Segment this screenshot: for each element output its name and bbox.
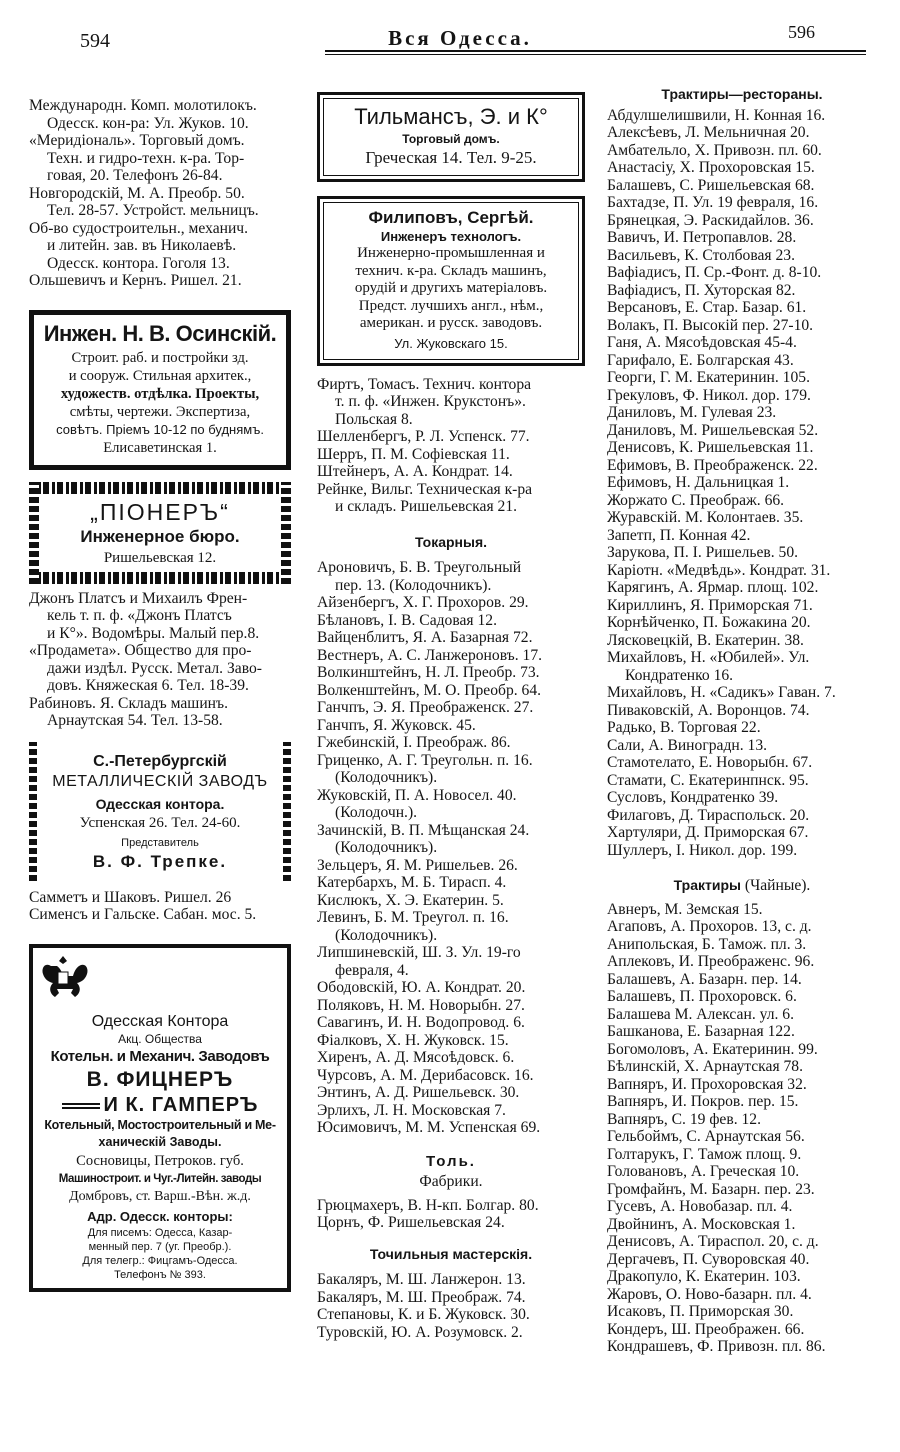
- ad-line: Сосновицы, Петроков. губ.: [76, 1153, 244, 1169]
- entry-line: Башканова, Е. Базарная 122.: [607, 1023, 795, 1040]
- entry-line: Денисовъ, К. Ришельевская 11.: [607, 439, 814, 456]
- entry-line: Алексѣевъ, Л. Мельничная 20.: [607, 124, 810, 141]
- entry-line: Рабиновъ. Я. Складъ машинъ.: [29, 694, 228, 712]
- entry-line: Зачинскій, В. П. Мѣщанская 24.: [317, 821, 530, 839]
- ornament-border: [29, 572, 291, 584]
- entry-line: Штейнеръ, А. А. Кондрат. 14.: [317, 463, 513, 480]
- ad-title: Филиповъ, Сергѣй.: [368, 208, 534, 227]
- entry-line: (Колодочн.).: [335, 804, 418, 821]
- ad-line: Для писемъ: Одесса, Казар-: [87, 1227, 233, 1239]
- entry-list-top: [317, 376, 585, 516]
- column-middle: [317, 92, 585, 1341]
- entry-line: Липшиневскій, Ш. З. Ул. 19-го: [317, 944, 521, 961]
- entry-line: Амбательло, Х. Привозн. пл. 60.: [607, 141, 822, 159]
- entry-line: кель т. п. ф. «Джонъ Платсъ: [47, 607, 232, 624]
- entry-line: Вайценблитъ, Я. А. Базарная 72.: [317, 629, 533, 646]
- entry-line: Ефимовъ, Н. Дальницкая 1.: [607, 474, 790, 491]
- entry-line: Савагинъ, И. Н. Водопровод. 6.: [317, 1014, 525, 1031]
- entry-line: пер. 13. (Колодочникъ).: [335, 576, 492, 594]
- entry-line: (Колодочникъ).: [335, 926, 438, 944]
- entry-line: Гарифало, Е. Болгарская 43.: [607, 351, 794, 369]
- entry-line: Вапняръ, И. Прохоровская 32.: [607, 1075, 807, 1093]
- entry-line: Жуковскій, П. А. Новосел. 40.: [317, 786, 517, 804]
- ad-line: Акц. Общества: [118, 1032, 202, 1046]
- entry-line: Джонъ Платсъ и Михаилъ Френ-: [29, 589, 248, 607]
- entry-line: Жоржато С. Преображ. 66.: [607, 491, 785, 509]
- entry-line: Лясковецкій, В. Екатерин. 38.: [607, 631, 804, 649]
- ad-tilmans: [317, 92, 585, 182]
- entry-list-after-spb: [29, 889, 291, 924]
- entry-line: Стамотелато, Е. Новорыбн. 67.: [607, 754, 813, 771]
- entry-line: говая, 20. Телефонъ 26-84.: [47, 167, 223, 184]
- ad-line: смѣты, чертежи. Экспертиза,: [69, 403, 251, 420]
- ad-line: Котельный, Мостостроительный и Ме-: [44, 1118, 276, 1132]
- ad-subtitle: МЕТАЛЛИЧЕСКІЙ ЗАВОДЪ: [52, 772, 268, 790]
- entry-line: Запетп, П. Конная 42.: [607, 526, 751, 544]
- entry-line: Одесск. контора. Гоголя 13.: [47, 254, 230, 272]
- section-subheading: Фабрики.: [419, 1173, 483, 1190]
- entry-line: Богомоловъ, А. Екатеринин. 99.: [607, 1040, 818, 1058]
- entry-line: Катербархъ, М. Б. Тирасп. 4.: [317, 874, 507, 891]
- ad-title: Тильмансъ, Э. и К°: [354, 104, 548, 129]
- section-heading-traktiry-chainye: [607, 877, 877, 895]
- entry-line: Даниловъ, М. Ришельевская 52.: [607, 421, 819, 439]
- entry-line: Вапняръ, С. 19 фев. 12.: [607, 1110, 762, 1128]
- column-right: [607, 86, 877, 1356]
- entry-line: Бѣлинскій, Х. Арнаутская 78.: [607, 1058, 804, 1075]
- entry-line: довъ. Княжеская 6. Тел. 18-39.: [47, 677, 249, 694]
- ornament-border: [281, 482, 291, 584]
- entry-line: Анипольская, Б. Тамож. пл. 3.: [607, 935, 807, 953]
- entry-line: Балашева М. Алексан. ул. 6.: [607, 1005, 794, 1023]
- section-heading-tochilnye: Точильныя мастерскія.: [369, 1245, 533, 1262]
- entry-line: февраля, 4.: [335, 961, 409, 979]
- ad-line: и сооруж. Стильная архитек.,: [68, 367, 252, 384]
- entry-line: Арнаутская 54. Тел. 13-58.: [47, 712, 223, 729]
- entry-line: Фиртъ, Томасъ. Технич. контора: [317, 375, 532, 393]
- entry-line: Стамати, С. Екатеринпнск. 95.: [607, 771, 809, 789]
- entry-line: Зельцеръ, Я. М. Ришельев. 26.: [317, 856, 518, 874]
- entry-line: Балашевъ, С. Ришельевская 68.: [607, 176, 815, 194]
- entry-line: Гжебинскій, І. Преображ. 86.: [317, 734, 511, 751]
- entry-line: Левинъ, Б. М. Треугол. п. 16.: [317, 909, 509, 926]
- entry-line: Ганчпъ, Э. Я. Преображенск. 27.: [317, 699, 534, 716]
- entry-line: Энтинъ, А. Д. Ришельевск. 30.: [317, 1084, 520, 1101]
- entry-list-tokarnye: [317, 559, 585, 1137]
- entry-line: «Меридіональ». Торговый домъ.: [29, 132, 245, 149]
- ad-title: „ПІОНЕРЪ“: [90, 498, 230, 525]
- entry-line: Филаговъ, Д. Тираспольск. 20.: [607, 806, 810, 824]
- entry-line: Вафіадисъ, П. Ср.-Фонт. д. 8-10.: [607, 264, 822, 281]
- section-heading-traktiry-restorany: Трактиры—рестораны.: [661, 86, 823, 102]
- page-number-left: 594: [80, 30, 110, 52]
- entry-line: Самметъ и Шаковъ. Ришел. 26: [29, 888, 232, 906]
- entry-line: Цорнъ, Ф. Ришельевская 24.: [317, 1214, 505, 1231]
- entry-line: Жаровъ, О. Ново-базарн. пл. 4.: [607, 1285, 812, 1303]
- entry-line: Кислюкъ, Х. Э. Екатерин. 5.: [317, 891, 504, 909]
- ad-line: Одесская Контора: [91, 1013, 229, 1030]
- ad-line: художеств. отдѣлка. Проекты,: [60, 385, 260, 402]
- entry-line: Международн. Комп. молотилокъ.: [29, 97, 257, 114]
- ad-spb-metal-works: [29, 742, 291, 881]
- entry-line: Рейнке, Вильг. Техническая к-ра: [317, 480, 533, 498]
- ad-line: Для телегр.: Фицгамъ-Одесса.: [82, 1255, 238, 1267]
- entry-line: Эрлихъ, Л. Н. Московская 7.: [317, 1101, 506, 1119]
- ad-line: совѣтъ. Пріемъ 10-12 по буднямъ.: [56, 421, 264, 437]
- ad-fitsner: [29, 944, 291, 1293]
- ad-line: Телефонъ № 393.: [114, 1269, 206, 1281]
- ad-subtitle: Инженеръ технологъ.: [380, 229, 522, 244]
- entry-line: Одесск. кон-ра: Ул. Жуков. 10.: [47, 114, 249, 132]
- entry-line: т. п. ф. «Инжен. Крукстонъ».: [335, 393, 526, 410]
- ad-address: Ул. Жуковскаго 15.: [394, 335, 508, 351]
- entry-line: Сали, А. Виноградн. 13.: [607, 736, 768, 754]
- entry-line: Васильевъ, К. Столбовая 23.: [607, 246, 795, 264]
- ad-line: технич. к-ра. Складъ машинъ,: [355, 262, 547, 279]
- entry-line: Сименсъ и Гальске. Сабан. мос. 5.: [29, 906, 257, 923]
- entry-line: Михайловъ, Н. «Садикъ» Гаван. 7.: [607, 684, 836, 701]
- double-headed-eagle-emblem: [37, 952, 89, 1004]
- ad-subtitle: Торговый домъ.: [402, 132, 500, 146]
- entry-line: Кириллинъ, Я. Приморская 71.: [607, 596, 813, 614]
- header-rule-thin: [325, 54, 866, 55]
- entry-line: Новгородскій, М. А. Преобр. 50.: [29, 184, 245, 202]
- entry-line: Волкинштейнъ, Н. Л. Преобр. 73.: [317, 664, 540, 681]
- entry-line: Михайловъ, Н. «Юбилей». Ул.: [607, 649, 810, 666]
- entry-line: Степановы, К. и Б. Жуковск. 30.: [317, 1306, 530, 1323]
- ad-line: Успенская 26. Тел. 24-60.: [79, 814, 241, 831]
- entry-line: Бахтадзе, П. Ул. 19 февраля, 16.: [607, 194, 819, 211]
- entry-line: Ободовскій, Ю. А. Кондрат. 20.: [317, 979, 526, 996]
- ad-title: Инжен. Н. В. Осинскій.: [43, 320, 277, 346]
- entry-line: (Колодочникъ).: [335, 769, 438, 786]
- entry-list-tochilnye: [317, 1271, 585, 1341]
- page-header: [0, 0, 900, 60]
- entry-line: Грюцмахеръ, В. Н-кп. Болгар. 80.: [317, 1196, 539, 1214]
- ad-line: американ. и русск. заводовъ.: [359, 315, 543, 331]
- entry-line: Шелленбергъ, Р. Л. Успенск. 77.: [317, 428, 530, 445]
- entry-line: и К°». Водомѣры. Малый пер.8.: [47, 624, 260, 642]
- entry-line: Волакъ, П. Высокій пер. 27-10.: [607, 316, 814, 334]
- heading-plain-part: (Чайные).: [744, 877, 811, 894]
- ad-representative: В. Ф. Трепке.: [92, 851, 228, 871]
- entry-line: Карягинъ, А. Ярмар. площ. 102.: [607, 579, 819, 596]
- ornament-border: [29, 742, 37, 881]
- ad-title: С.-Петербургскій: [93, 752, 227, 770]
- entry-line: Анастасіу, Х. Прохоровская 15.: [607, 159, 815, 176]
- entry-line: и складъ. Ришельевская 21.: [335, 498, 518, 515]
- entry-line: Кондратенко 16.: [625, 666, 734, 684]
- ad-address: Ришельевская 12.: [103, 549, 217, 566]
- ad-line: Одесская контора.: [95, 795, 225, 812]
- entry-line: Сусловъ, Кондратенко 39.: [607, 789, 779, 806]
- entry-list-traktiry-chainye: [607, 901, 877, 1356]
- entry-line: Балашевъ, А. Базарн. пер. 14.: [607, 970, 802, 988]
- entry-line: Чурсовъ, А. М. Дерибасовск. 16.: [317, 1066, 534, 1084]
- entry-line: Аплековъ, И. Преображенс. 96.: [607, 953, 815, 970]
- ad-line: менный пер. 7 (уг. Преобр.).: [88, 1241, 232, 1253]
- ad-filipov: [317, 196, 585, 366]
- ad-line: Котельн. и Механич. Заводовъ: [50, 1048, 270, 1065]
- entry-line: Вапняръ, И. Покров. пер. 15.: [607, 1093, 799, 1110]
- entry-line: «Продамета». Общество для про-: [29, 642, 252, 659]
- entry-line: Шерръ, П. М. Софіевская 11.: [317, 445, 510, 463]
- entry-line: Кондрашевъ, Ф. Привозн. пл. 86.: [607, 1338, 826, 1355]
- entry-line: Ефимовъ, В. Преображенск. 22.: [607, 456, 818, 474]
- ad-line: Домбровъ, ст. Варш.-Вѣн. ж.д.: [69, 1189, 251, 1204]
- entry-line: Гусевъ, А. Новобазар. пл. 4.: [607, 1198, 793, 1215]
- ad-company-name: И К. ГАМПЕРЪ: [103, 1094, 259, 1116]
- entry-list-tol: [317, 1197, 585, 1232]
- entry-line: Версановъ, Е. Стар. Базар. 61.: [607, 299, 807, 316]
- ad-line: Адр. Одесск. конторы:: [87, 1209, 233, 1224]
- entry-line: Вавичъ, И. Петропавлов. 28.: [607, 229, 797, 246]
- entry-line: Журавскій. М. Колонтаев. 35.: [607, 509, 804, 526]
- entry-line: Исаковъ, П. Приморская 30.: [607, 1303, 794, 1320]
- ad-osinsky: [29, 310, 291, 470]
- entry-line: дажи издѣл. Русск. Метал. Заво-: [47, 659, 262, 677]
- entry-line: Каріотн. «Медвѣдь». Кондрат. 31.: [607, 561, 831, 579]
- entry-line: Абдулшелишвили, Н. Конная 16.: [607, 106, 826, 124]
- entry-line: Польская 8.: [335, 410, 413, 428]
- entry-line: Голтарукъ, Г. Тамож площ. 9.: [607, 1145, 802, 1163]
- entry-line: Об-во судостроительн., механич.: [29, 219, 249, 237]
- section-heading-tokarnye: Токарныя.: [414, 533, 488, 550]
- ad-line: Строит. раб. и постройки зд.: [71, 349, 249, 366]
- ad-pioner: [29, 482, 291, 584]
- entry-line: Даниловъ, М. Гулевая 23.: [607, 404, 777, 421]
- entry-line: Поляковъ, Н. М. Новорыбн. 27.: [317, 996, 525, 1014]
- entry-line: Головановъ, А. Греческая 10.: [607, 1163, 800, 1180]
- entry-line: Гельбоймъ, С. Арнаутская 56.: [607, 1128, 805, 1145]
- entry-list-traktiry-restorany: [607, 107, 877, 860]
- entry-line: Балашевъ, П. Прохоровск. 6.: [607, 988, 797, 1005]
- ornament-border: [29, 482, 39, 584]
- entry-line: Брянецкая, Э. Раскидайлов. 36.: [607, 211, 814, 229]
- entry-line: Гриценко, А. Г. Треугольн. п. 16.: [317, 751, 533, 769]
- entry-line: Фіалковъ, Х. Н. Жуковск. 15.: [317, 1031, 509, 1049]
- entry-line: Авнеръ, М. Земская 15.: [607, 900, 763, 918]
- page-number-right: 596: [788, 22, 815, 42]
- entry-line: Пиваковскій, А. Воронцов. 74.: [607, 701, 810, 719]
- entry-line: Громфайнъ, М. Базарн. пер. 23.: [607, 1180, 815, 1198]
- entry-line: Грекуловъ, Ф. Никол. дор. 179.: [607, 386, 811, 404]
- ad-subtitle: Инженерное бюро.: [80, 526, 240, 546]
- section-heading-tol: Толь.: [426, 1152, 476, 1170]
- rule-ornament: [62, 1103, 100, 1109]
- entry-line: Шуллеръ, І. Никол. дор. 199.: [607, 841, 798, 859]
- entry-line: Вестнеръ, А. С. Ланжероновъ. 17.: [317, 646, 543, 664]
- ad-line: Инженерно-промышленная и: [357, 245, 545, 261]
- entry-line: Хартуляри, Д. Приморская 67.: [607, 824, 809, 841]
- heading-bold-part: Трактиры: [673, 877, 741, 893]
- entry-line: Бѣлановъ, І. В. Садовая 12.: [317, 611, 497, 629]
- ad-line: ханическій Заводы.: [98, 1135, 222, 1149]
- entry-line: Ганчпъ, Я. Жуковск. 45.: [317, 716, 476, 734]
- entry-line: Ольшевичъ и Кернъ. Ришел. 21.: [29, 272, 242, 289]
- entry-line: Вафіадисъ, П. Хуторская 82.: [607, 281, 796, 299]
- entry-line: Бакаляръ, М. Ш. Преображ. 74.: [317, 1288, 526, 1306]
- entry-line: Бакаляръ, М. Ш. Ланжерон. 13.: [317, 1271, 526, 1288]
- entry-line: Дергачевъ, П. Суворовская 40.: [607, 1250, 810, 1268]
- entry-line: Зарукова, П. І. Ришельев. 50.: [607, 544, 799, 561]
- entry-list-top: [29, 97, 291, 290]
- entry-line: Ароновичъ, Б. В. Треугольный: [317, 559, 522, 576]
- entry-line: Георги, Г. М. Екатеринин. 105.: [607, 369, 810, 386]
- entry-line: Ганя, А. Мясоѣдовская 45-4.: [607, 334, 797, 351]
- ad-address: Греческая 14. Тел. 9-25.: [365, 148, 537, 167]
- entry-line: Дракопуло, К. Екатерин. 103.: [607, 1268, 801, 1285]
- entry-line: Агаповъ, А. Прохоров. 13, с. д.: [607, 918, 812, 935]
- entry-line: Техн. и гидро-техн. к-ра. Тор-: [47, 149, 245, 167]
- ad-line: Предст. лучшихъ англ., нѣм.,: [358, 297, 544, 314]
- entry-list-mid: [29, 590, 291, 730]
- ornament-border: [29, 482, 291, 494]
- ornament-border: [283, 742, 291, 881]
- ad-line: Машиностроит. и Чуг.-Литейн. заводы: [58, 1173, 262, 1185]
- entry-line: Юсимовичъ, М. М. Успенская 69.: [317, 1119, 541, 1136]
- column-left: [29, 97, 291, 1292]
- entry-line: Туровскій, Ю. А. Розумовск. 2.: [317, 1323, 523, 1341]
- entry-line: Хиренъ, А. Д. Мясоѣдовск. 6.: [317, 1049, 515, 1066]
- entry-line: Тел. 28-57. Устройст. мельницъ.: [47, 202, 259, 219]
- entry-line: Денисовъ, А. Тираспол. 20, с. д.: [607, 1233, 819, 1250]
- entry-line: Двойнинъ, А. Московская 1.: [607, 1215, 796, 1233]
- entry-line: и литейн. зав. въ Николаевѣ.: [47, 237, 237, 254]
- ad-line: орудій и другихъ матеріаловъ.: [354, 280, 548, 296]
- running-title: Вся Одесса.: [388, 26, 532, 50]
- header-rule: [325, 50, 866, 52]
- entry-line: Айзенбергъ, Х. Г. Прохоров. 29.: [317, 594, 529, 611]
- ad-line: Представитель: [121, 836, 199, 849]
- entry-line: Кондеръ, Ш. Преображен. 66.: [607, 1320, 805, 1338]
- entry-line: Волкенштейнъ, М. О. Преобр. 64.: [317, 681, 542, 699]
- entry-line: (Колодочникъ).: [335, 839, 438, 856]
- entry-line: Радько, В. Торговая 22.: [607, 719, 761, 736]
- entry-line: Корнѣйченко, П. Божакина 20.: [607, 614, 811, 631]
- ad-company-name: В. ФИЦНЕРЪ: [86, 1068, 234, 1091]
- ad-line: Елисаветинская 1.: [103, 439, 217, 456]
